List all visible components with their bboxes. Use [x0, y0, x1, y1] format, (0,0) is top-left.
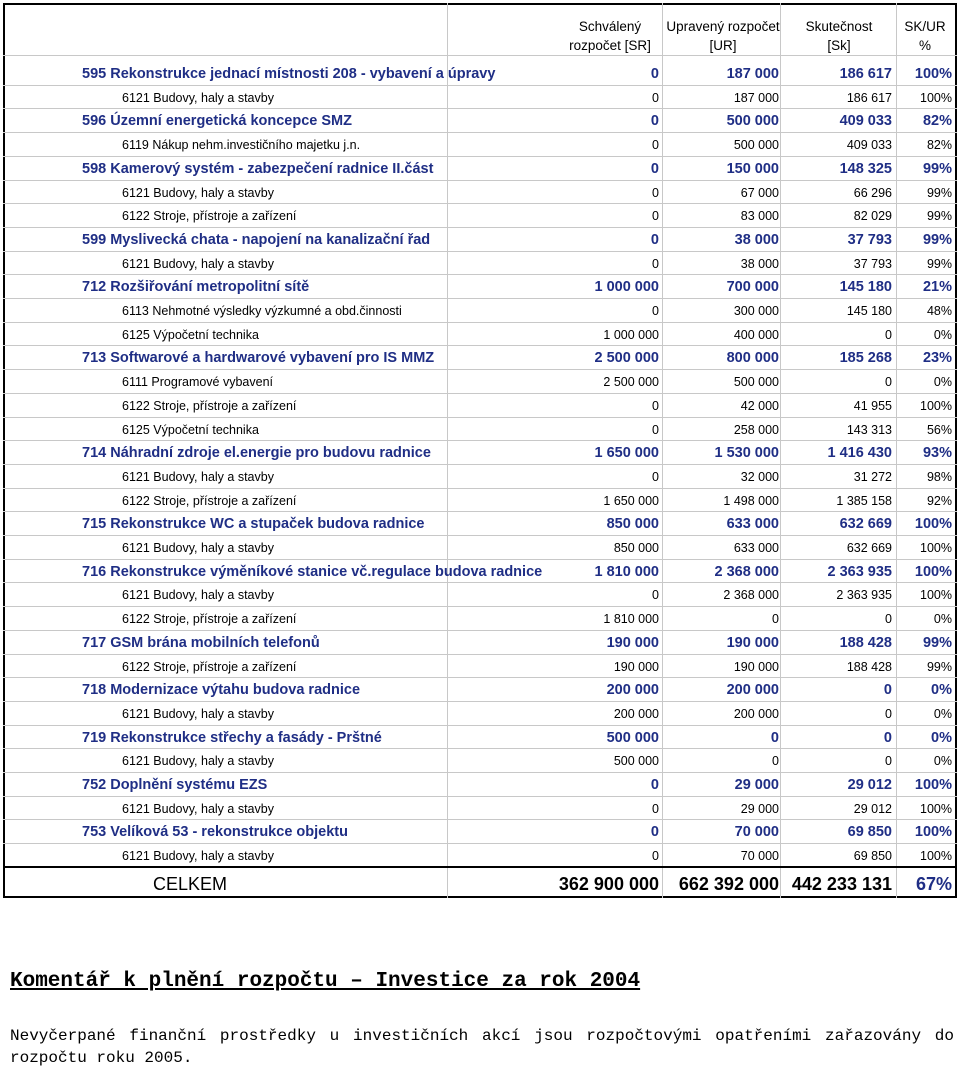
row-label: 598 Kamerový systém - zabezpečení radnice II.část	[82, 160, 434, 177]
total-sk: 442 233 131	[791, 874, 892, 894]
total-pct: 67%	[915, 874, 952, 894]
row-actual: 37 793	[853, 256, 892, 271]
row-label: 753 Velíková 53 - rekonstrukce objektu	[82, 824, 348, 841]
row-percent: 100%	[920, 588, 952, 603]
row-divider	[3, 227, 957, 228]
row-approved-budget: 0	[652, 849, 659, 864]
row-divider	[3, 180, 957, 181]
item-row	[3, 655, 957, 679]
row-percent: 0%	[933, 754, 952, 769]
row-actual: 0	[885, 375, 892, 390]
item-row	[3, 489, 957, 513]
header-ur-line2: [UR]	[709, 38, 737, 53]
row-percent: 100%	[920, 90, 952, 105]
row-percent: 100%	[914, 824, 952, 841]
row-approved-budget: 2 500 000	[594, 350, 659, 367]
row-label: 6113 Nehmotné výsledky výzkumné a obd.činnosti	[122, 304, 402, 318]
row-adjusted-budget: 150 000	[726, 160, 779, 177]
row-label: 6121 Budovy, haly a stavby	[122, 90, 274, 105]
row-percent: 99%	[922, 634, 952, 651]
row-actual: 186 617	[839, 66, 892, 82]
row-percent: 100%	[920, 801, 952, 816]
row-label: 6125 Výpočetní technika	[122, 327, 259, 342]
row-label: 717 GSM brána mobilních telefonů	[82, 634, 320, 651]
row-approved-budget: 0	[650, 777, 659, 793]
row-label: 6121 Budovy, haly a stavby	[122, 588, 274, 603]
row-approved-budget: 0	[650, 66, 659, 82]
row-divider	[3, 274, 957, 275]
item-row	[3, 299, 957, 323]
row-actual: 409 033	[839, 113, 892, 130]
item-row	[3, 323, 957, 347]
project-row	[3, 228, 957, 252]
row-actual: 1 416 430	[827, 445, 892, 462]
row-actual: 185 268	[839, 350, 892, 367]
row-adjusted-budget: 0	[772, 754, 779, 769]
row-approved-budget: 0	[652, 469, 659, 484]
row-divider	[3, 677, 957, 678]
row-adjusted-budget: 67 000	[740, 185, 779, 200]
row-label: 6122 Stroje, přístroje a zařízení	[122, 493, 297, 508]
row-adjusted-budget: 29 000	[734, 777, 779, 793]
row-percent: 0%	[933, 612, 952, 627]
row-approved-budget: 200 000	[613, 706, 659, 721]
row-approved-budget: 0	[650, 231, 659, 248]
row-label: 6121 Budovy, haly a stavby	[122, 706, 274, 721]
row-divider	[3, 559, 957, 560]
row-label: 595 Rekonstrukce jednací místnosti 208 - vybavení a úpravy	[82, 66, 496, 82]
row-divider	[3, 772, 957, 773]
row-actual: 632 669	[839, 516, 892, 533]
row-actual: 188 428	[846, 659, 892, 674]
row-actual: 69 850	[853, 849, 892, 864]
row-label: 6122 Stroje, přístroje a zařízení	[122, 612, 297, 627]
project-row	[3, 631, 957, 655]
row-divider	[3, 464, 957, 465]
row-approved-budget: 0	[652, 90, 659, 105]
row-approved-budget: 500 000	[606, 729, 659, 746]
row-actual: 148 325	[839, 160, 892, 177]
row-label: 716 Rekonstrukce výměníkové stanice vč.regulace budova radnice	[82, 563, 543, 580]
row-approved-budget: 190 000	[606, 634, 659, 651]
row-divider	[3, 819, 957, 820]
row-actual: 188 428	[839, 634, 892, 651]
row-percent: 99%	[926, 659, 952, 674]
total-label: CELKEM	[153, 874, 228, 894]
row-adjusted-budget: 70 000	[740, 849, 779, 864]
row-percent: 100%	[914, 563, 952, 580]
row-approved-budget: 0	[652, 588, 659, 603]
item-row	[3, 133, 957, 157]
row-percent: 99%	[926, 185, 952, 200]
row-label: 6122 Stroje, přístroje a zařízení	[122, 398, 297, 413]
project-row	[3, 109, 957, 133]
row-actual: 29 012	[853, 801, 892, 816]
row-percent: 93%	[922, 445, 952, 462]
project-row	[3, 560, 957, 584]
item-row	[3, 583, 957, 607]
row-label: 752 Doplnění systému EZS	[82, 777, 268, 793]
row-divider	[3, 345, 957, 346]
row-divider	[3, 725, 957, 726]
total-divider	[3, 866, 957, 868]
row-approved-budget: 200 000	[606, 682, 659, 699]
item-row	[3, 370, 957, 394]
row-adjusted-budget: 300 000	[733, 304, 779, 318]
row-percent: 0%	[931, 682, 952, 699]
header-ur	[666, 13, 780, 59]
row-divider	[3, 108, 957, 109]
item-row	[3, 797, 957, 821]
row-actual: 2 363 935	[827, 563, 892, 580]
row-adjusted-budget: 70 000	[734, 824, 779, 841]
item-row	[3, 418, 957, 442]
row-actual: 41 955	[853, 398, 892, 413]
row-approved-budget: 500 000	[613, 754, 659, 769]
comment-text: Nevyčerpané finanční prostředky u investičních akcí jsou rozpočtovými opatřeními zařazovány do rozpočtu roku 2005.	[10, 1027, 954, 1067]
row-adjusted-budget: 187 000	[733, 90, 779, 105]
budget-table	[3, 3, 957, 898]
item-row	[3, 252, 957, 276]
header-pct	[897, 13, 953, 59]
row-adjusted-budget: 800 000	[726, 350, 779, 367]
row-approved-budget: 1 000 000	[594, 279, 659, 296]
row-divider	[3, 582, 957, 583]
row-divider	[3, 417, 957, 418]
row-label: 6121 Budovy, haly a stavby	[122, 541, 274, 555]
total-ur: 662 392 000	[678, 874, 779, 894]
project-row	[3, 726, 957, 750]
row-actual: 145 180	[846, 304, 892, 318]
row-percent: 0%	[933, 375, 952, 390]
row-actual: 0	[885, 754, 892, 769]
item-row	[3, 465, 957, 489]
header-sk-line1: Skutečnost	[805, 19, 873, 34]
item-row	[3, 607, 957, 631]
row-percent: 99%	[926, 209, 952, 224]
row-percent: 21%	[922, 279, 952, 296]
row-label: 6121 Budovy, haly a stavby	[122, 469, 274, 484]
row-actual: 82 029	[853, 209, 892, 224]
row-adjusted-budget: 200 000	[733, 706, 779, 721]
row-label: 6121 Budovy, haly a stavby	[122, 849, 274, 864]
header-sk	[783, 13, 895, 59]
row-adjusted-budget: 83 000	[740, 209, 779, 224]
row-divider	[3, 654, 957, 655]
row-divider	[3, 606, 957, 607]
item-row	[3, 749, 957, 773]
row-divider	[3, 701, 957, 702]
row-percent: 56%	[926, 422, 952, 437]
row-approved-budget: 0	[650, 113, 659, 130]
row-adjusted-budget: 400 000	[733, 327, 779, 342]
row-label: 715 Rekonstrukce WC a stupaček budova radnice	[82, 516, 425, 533]
row-percent: 100%	[920, 398, 952, 413]
row-actual: 31 272	[853, 469, 892, 484]
row-percent: 99%	[922, 160, 952, 177]
header-ur-line1: Upravený rozpočet	[666, 19, 780, 34]
row-divider	[3, 393, 957, 394]
row-label: 718 Modernizace výtahu budova radnice	[82, 682, 361, 699]
header-sr	[563, 13, 657, 59]
project-row	[3, 62, 957, 86]
item-row	[3, 86, 957, 110]
header-sr-line2: rozpočet [SR]	[569, 38, 651, 53]
row-label: 6125 Výpočetní technika	[122, 422, 259, 437]
row-divider	[3, 748, 957, 749]
row-actual: 143 313	[846, 422, 892, 437]
project-row	[3, 275, 957, 299]
row-adjusted-budget: 258 000	[733, 422, 779, 437]
row-label: 6121 Budovy, haly a stavby	[122, 801, 274, 816]
project-row	[3, 157, 957, 181]
row-divider	[3, 488, 957, 489]
row-approved-budget: 1 810 000	[603, 612, 659, 627]
row-divider	[3, 156, 957, 157]
row-label: 6119 Nákup nehm.investičního majetku j.n.	[122, 138, 361, 153]
row-actual: 409 033	[846, 138, 892, 153]
row-percent: 0%	[933, 327, 952, 342]
item-row	[3, 394, 957, 418]
row-actual: 66 296	[853, 185, 892, 200]
row-divider	[3, 796, 957, 797]
item-row	[3, 536, 957, 560]
row-adjusted-budget: 633 000	[733, 541, 779, 555]
row-percent: 0%	[931, 729, 952, 746]
row-adjusted-budget: 200 000	[726, 682, 779, 699]
row-adjusted-budget: 38 000	[740, 256, 779, 271]
row-approved-budget: 0	[652, 398, 659, 413]
row-approved-budget: 1 810 000	[594, 563, 659, 580]
row-adjusted-budget: 500 000	[726, 113, 779, 130]
row-adjusted-budget: 500 000	[733, 138, 779, 153]
row-divider	[3, 203, 957, 204]
row-adjusted-budget: 2 368 000	[714, 563, 779, 580]
row-percent: 48%	[926, 304, 952, 318]
row-percent: 99%	[922, 231, 952, 248]
row-adjusted-budget: 29 000	[740, 801, 779, 816]
row-approved-budget: 0	[652, 801, 659, 816]
header-pct-line1: SK/UR	[904, 19, 946, 34]
row-adjusted-budget: 633 000	[726, 516, 779, 533]
row-label: 6121 Budovy, haly a stavby	[122, 185, 274, 200]
row-label: 6121 Budovy, haly a stavby	[122, 256, 274, 271]
row-percent: 0%	[933, 706, 952, 721]
row-actual: 1 385 158	[836, 493, 892, 508]
row-actual: 632 669	[846, 541, 892, 555]
row-label: 6111 Programové vybavení	[122, 375, 274, 390]
total-sr: 362 900 000	[558, 874, 659, 894]
row-label: 599 Myslivecká chata - napojení na kanalizační řad	[82, 231, 431, 248]
header-sk-line2: [Sk]	[827, 38, 851, 53]
project-row	[3, 678, 957, 702]
row-approved-budget: 850 000	[613, 541, 659, 555]
row-divider	[3, 322, 957, 323]
row-percent: 82%	[922, 113, 952, 130]
header-sr-line1: Schválený	[578, 19, 642, 34]
row-adjusted-budget: 1 498 000	[723, 493, 779, 508]
project-row	[3, 512, 957, 536]
row-approved-budget: 0	[652, 185, 659, 200]
row-label: 712 Rozšiřování metropolitní sítě	[82, 279, 310, 296]
row-actual: 0	[883, 682, 892, 699]
row-divider	[3, 630, 957, 631]
row-divider	[3, 132, 957, 133]
row-divider	[3, 440, 957, 441]
row-adjusted-budget: 42 000	[740, 398, 779, 413]
row-divider	[3, 85, 957, 86]
row-approved-budget: 0	[652, 138, 659, 153]
row-actual: 0	[885, 327, 892, 342]
row-actual: 0	[885, 612, 892, 627]
row-actual: 69 850	[847, 824, 892, 841]
row-actual: 2 363 935	[836, 588, 892, 603]
row-percent: 100%	[920, 849, 952, 864]
row-adjusted-budget: 0	[770, 729, 779, 746]
row-actual: 186 617	[846, 90, 892, 105]
project-row	[3, 441, 957, 465]
row-label: 6122 Stroje, přístroje a zařízení	[122, 659, 297, 674]
row-approved-budget: 2 500 000	[603, 375, 659, 390]
row-approved-budget: 0	[652, 304, 659, 318]
row-label: 6122 Stroje, přístroje a zařízení	[122, 209, 297, 224]
row-adjusted-budget: 190 000	[733, 659, 779, 674]
row-label: 714 Náhradní zdroje el.energie pro budovu radnice	[82, 445, 431, 462]
row-approved-budget: 190 000	[613, 659, 659, 674]
row-percent: 99%	[926, 256, 952, 271]
row-adjusted-budget: 32 000	[740, 469, 779, 484]
row-adjusted-budget: 187 000	[726, 66, 779, 82]
row-approved-budget: 0	[650, 824, 659, 841]
row-percent: 100%	[920, 541, 952, 555]
row-actual: 145 180	[839, 279, 892, 296]
row-divider	[3, 843, 957, 844]
item-row	[3, 702, 957, 726]
row-adjusted-budget: 700 000	[726, 279, 779, 296]
row-label: 6121 Budovy, haly a stavby	[122, 754, 274, 769]
item-row	[3, 181, 957, 205]
row-adjusted-budget: 190 000	[726, 634, 779, 651]
row-divider	[3, 298, 957, 299]
project-row	[3, 773, 957, 797]
row-adjusted-budget: 1 530 000	[714, 445, 779, 462]
row-approved-budget: 0	[652, 256, 659, 271]
row-actual: 37 793	[847, 231, 892, 248]
row-percent: 100%	[914, 777, 952, 793]
row-percent: 23%	[922, 350, 952, 367]
row-approved-budget: 0	[652, 422, 659, 437]
row-adjusted-budget: 2 368 000	[723, 588, 779, 603]
row-label: 713 Softwarové a hardwarové vybavení pro IS MMZ	[82, 350, 435, 367]
project-row	[3, 820, 957, 844]
row-approved-budget: 850 000	[606, 516, 659, 533]
row-label: 719 Rekonstrukce střechy a fasády - Prštné	[82, 729, 382, 746]
row-divider	[3, 535, 957, 536]
row-divider	[3, 511, 957, 512]
row-adjusted-budget: 38 000	[734, 231, 779, 248]
row-divider	[3, 369, 957, 370]
row-approved-budget: 1 650 000	[603, 493, 659, 508]
row-actual: 0	[885, 706, 892, 721]
total-row	[3, 870, 957, 898]
row-adjusted-budget: 0	[772, 612, 779, 627]
row-actual: 29 012	[847, 777, 892, 793]
row-approved-budget: 0	[652, 209, 659, 224]
row-percent: 100%	[914, 516, 952, 533]
row-percent: 100%	[914, 66, 952, 82]
row-adjusted-budget: 500 000	[733, 375, 779, 390]
header-pct-line2: %	[918, 38, 931, 53]
project-row	[3, 346, 957, 370]
row-percent: 98%	[926, 469, 952, 484]
row-percent: 92%	[926, 493, 952, 508]
row-label: 596 Územní energetická koncepce SMZ	[82, 113, 352, 130]
row-divider	[3, 251, 957, 252]
row-percent: 82%	[926, 138, 952, 153]
comment-title: Komentář k plnění rozpočtu – Investice za rok 2004	[10, 970, 641, 993]
row-approved-budget: 1 000 000	[603, 327, 659, 342]
row-approved-budget: 0	[650, 160, 659, 177]
row-actual: 0	[883, 729, 892, 746]
item-row	[3, 844, 957, 868]
item-row	[3, 204, 957, 228]
row-approved-budget: 1 650 000	[594, 445, 659, 462]
